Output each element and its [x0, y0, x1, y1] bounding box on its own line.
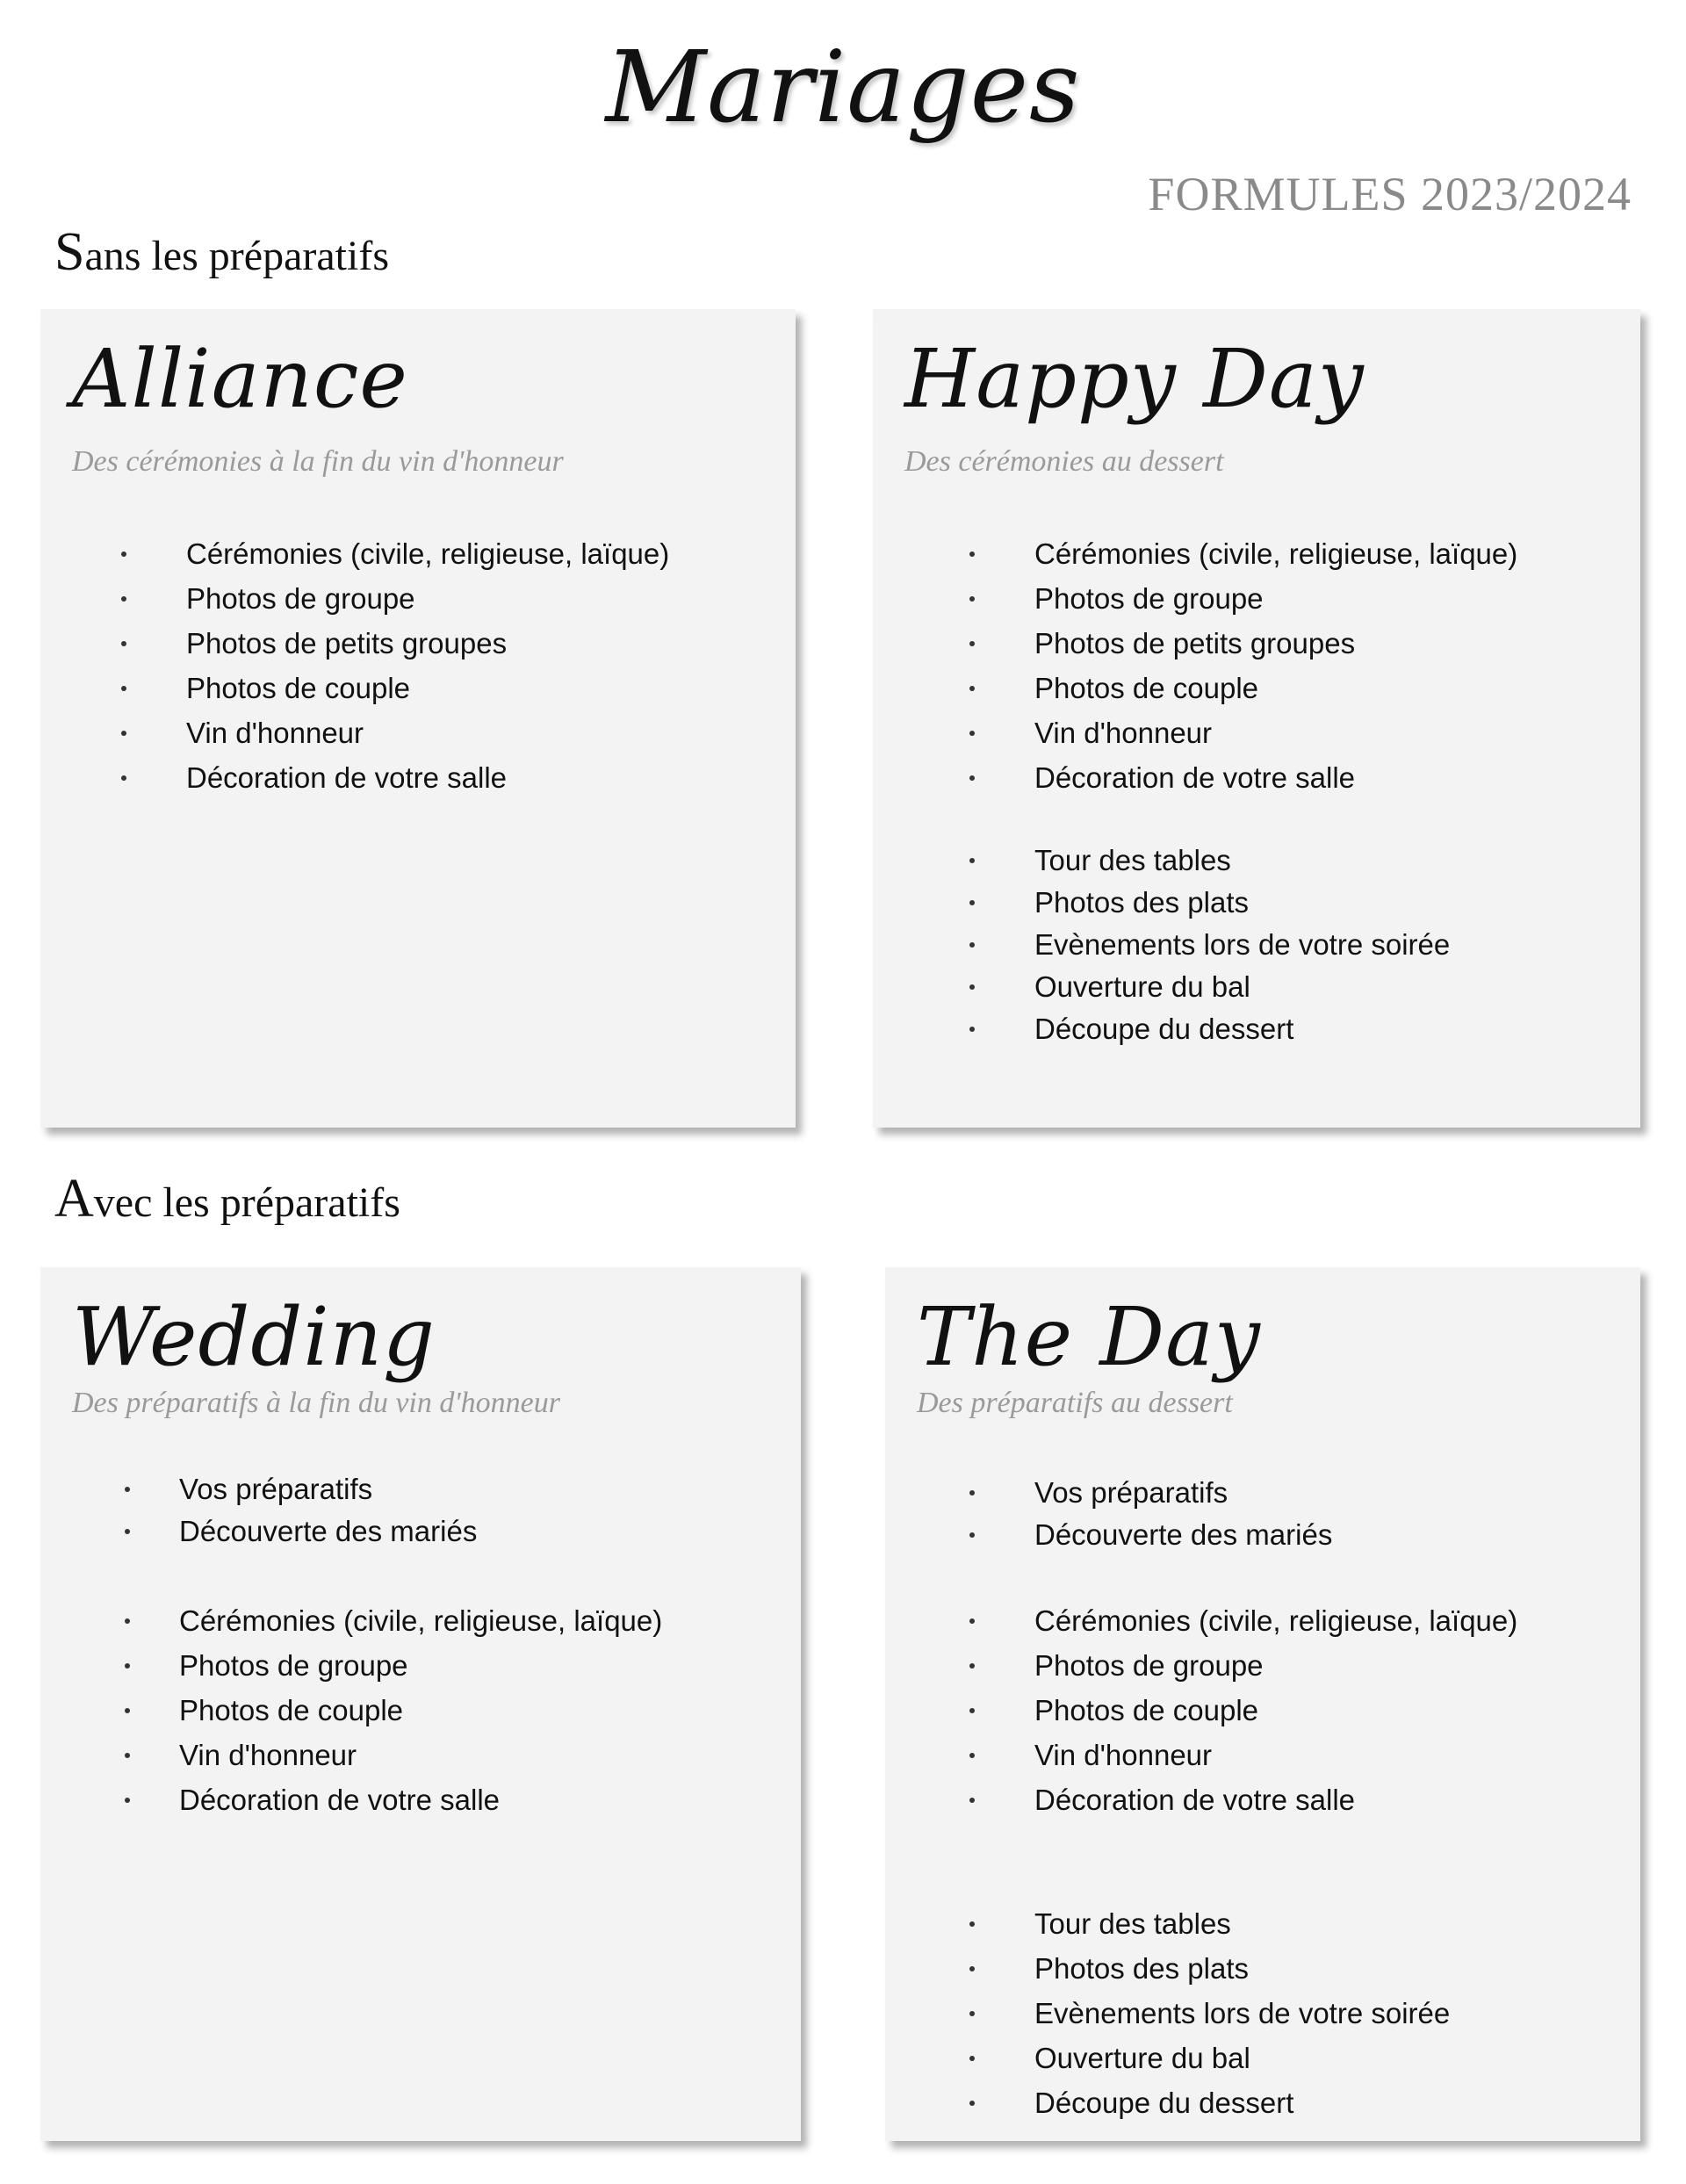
- list-item: [40, 1510, 801, 1553]
- list-item: [873, 882, 1640, 924]
- list-item-text: Cérémonies (civile, religieuse, laïque): [179, 1604, 663, 1637]
- list-item-text: Découverte des mariés: [1034, 1518, 1333, 1551]
- page-title: Mariages: [605, 31, 1081, 145]
- bullet-dot-icon: [121, 596, 126, 602]
- list-item-text: Photos de petits groupes: [186, 626, 508, 660]
- list-item: [40, 755, 796, 800]
- card-subtitle: Des cérémonies au dessert: [904, 445, 1224, 478]
- section-heading-text: ans les préparatifs: [84, 233, 390, 279]
- list-item: [40, 1643, 801, 1688]
- bullet-list: [40, 1598, 801, 1822]
- list-item-text: Décoration de votre salle: [179, 1783, 501, 1816]
- list-item-text: Vin d'honneur: [186, 716, 364, 749]
- bullet-dot-icon: [969, 2011, 975, 2016]
- bullet-dot-icon: [121, 641, 126, 646]
- list-item-text: Photos de couple: [179, 1693, 404, 1726]
- bullet-dot-icon: [969, 1798, 975, 1803]
- list-item-text: Photos de petits groupes: [1034, 626, 1356, 660]
- bullet-dot-icon: [969, 1966, 975, 1971]
- list-item-text: Cérémonies (civile, religieuse, laïque): [1034, 537, 1518, 570]
- list-item: [885, 1598, 1640, 1643]
- list-item-text: Photos de couple: [1034, 1693, 1259, 1726]
- bullet-dot-icon: [969, 596, 975, 602]
- card-the-day: [885, 1267, 1640, 2141]
- bullet-dot-icon: [969, 641, 975, 646]
- list-item: [873, 966, 1640, 1008]
- bullet-dot-icon: [121, 775, 126, 781]
- list-item: [40, 1468, 801, 1510]
- card-subtitle: Des préparatifs au dessert: [917, 1387, 1233, 1419]
- list-item-text: Photos de couple: [1034, 671, 1259, 704]
- bullet-dot-icon: [121, 686, 126, 691]
- bullet-dot-icon: [969, 775, 975, 781]
- bullet-list: [885, 1598, 1640, 1822]
- list-item-text: Tour des tables: [1034, 1906, 1231, 1940]
- list-item-text: Evènements lors de votre soirée: [1034, 1996, 1451, 2029]
- list-item-text: Décoration de votre salle: [186, 760, 508, 794]
- list-item: [873, 576, 1640, 621]
- bullet-dot-icon: [969, 984, 975, 990]
- section-heading-cap: A: [54, 1169, 94, 1229]
- bullet-dot-icon: [125, 1798, 130, 1803]
- list-item: [873, 924, 1640, 966]
- bullet-dot-icon: [125, 1618, 130, 1624]
- card-subtitle: Des préparatifs à la fin du vin d'honneur: [72, 1387, 560, 1419]
- list-item: [40, 621, 796, 666]
- list-item: [885, 1688, 1640, 1733]
- list-item: [873, 666, 1640, 710]
- list-item: [40, 1733, 801, 1777]
- card-title: Wedding: [72, 1290, 436, 1384]
- list-item: [885, 2036, 1640, 2080]
- card-subtitle: Des cérémonies à la fin du vin d'honneur: [72, 445, 564, 478]
- card-wedding: [40, 1267, 801, 2141]
- list-item-text: Photos de groupe: [179, 1648, 408, 1682]
- list-item-text: Evènements lors de votre soirée: [1034, 928, 1451, 961]
- section-heading-sans: [54, 221, 389, 284]
- list-item: [873, 840, 1640, 882]
- bullet-dot-icon: [121, 551, 126, 557]
- list-item-text: Cérémonies (civile, religieuse, laïque): [1034, 1604, 1518, 1637]
- list-item: [885, 1946, 1640, 1991]
- list-item: [885, 1733, 1640, 1777]
- list-item: [873, 755, 1640, 800]
- section-heading-avec: [54, 1168, 400, 1230]
- list-item: [885, 1472, 1640, 1514]
- list-item: [873, 621, 1640, 666]
- list-item: [40, 1777, 801, 1822]
- bullet-dot-icon: [969, 1663, 975, 1669]
- list-item: [873, 710, 1640, 755]
- list-item-text: Cérémonies (civile, religieuse, laïque): [186, 537, 670, 570]
- list-item-text: Photos des plats: [1034, 1951, 1249, 1985]
- list-item-text: Vin d'honneur: [179, 1738, 357, 1771]
- bullet-dot-icon: [125, 1753, 130, 1758]
- bullet-list: [885, 1472, 1640, 1556]
- list-item: [40, 531, 796, 576]
- bullet-dot-icon: [969, 942, 975, 948]
- list-item-text: Décoration de votre salle: [1034, 1783, 1356, 1816]
- bullet-list: [873, 531, 1640, 800]
- list-item-text: Vin d'honneur: [1034, 716, 1213, 749]
- list-item: [40, 710, 796, 755]
- list-item-text: Photos de groupe: [1034, 581, 1264, 615]
- bullet-dot-icon: [969, 1708, 975, 1713]
- list-item-text: Photos de couple: [186, 671, 411, 704]
- list-item-text: Photos de groupe: [186, 581, 415, 615]
- card-title: Happy Day: [904, 332, 1365, 426]
- bullet-list: [873, 840, 1640, 1050]
- list-item: [885, 1514, 1640, 1556]
- list-item: [40, 666, 796, 710]
- formules-label: FORMULES 2023/2024: [1148, 168, 1632, 220]
- bullet-dot-icon: [969, 2056, 975, 2061]
- bullet-list: [40, 531, 796, 800]
- bullet-list: [885, 1901, 1640, 2125]
- list-item: [40, 1688, 801, 1733]
- bullet-dot-icon: [969, 1490, 975, 1496]
- card-happy-day: [873, 309, 1640, 1128]
- list-item: [873, 1008, 1640, 1050]
- bullet-dot-icon: [969, 1618, 975, 1624]
- list-item: [885, 1991, 1640, 2036]
- bullet-dot-icon: [121, 731, 126, 736]
- bullet-dot-icon: [969, 900, 975, 905]
- card-title: Alliance: [72, 332, 408, 426]
- list-item-text: Vos préparatifs: [1034, 1476, 1228, 1509]
- card-alliance: [40, 309, 796, 1128]
- bullet-list: [40, 1468, 801, 1553]
- list-item-text: Découverte des mariés: [179, 1515, 478, 1547]
- list-item: [885, 1777, 1640, 1822]
- bullet-dot-icon: [969, 1027, 975, 1032]
- list-item: [40, 576, 796, 621]
- list-item-text: Découpe du dessert: [1034, 1013, 1294, 1045]
- bullet-dot-icon: [969, 1753, 975, 1758]
- list-item-text: Photos des plats: [1034, 886, 1249, 919]
- list-item: [885, 2080, 1640, 2125]
- bullet-dot-icon: [969, 858, 975, 863]
- bullet-dot-icon: [125, 1708, 130, 1713]
- list-item: [885, 1643, 1640, 1688]
- list-item-text: Ouverture du bal: [1034, 2041, 1250, 2074]
- bullet-dot-icon: [125, 1487, 130, 1492]
- bullet-dot-icon: [969, 551, 975, 557]
- bullet-dot-icon: [969, 2101, 975, 2106]
- bullet-dot-icon: [969, 1532, 975, 1538]
- bullet-dot-icon: [125, 1663, 130, 1669]
- bullet-dot-icon: [125, 1529, 130, 1534]
- list-item-text: Décoration de votre salle: [1034, 760, 1356, 794]
- bullet-dot-icon: [969, 1921, 975, 1927]
- bullet-dot-icon: [969, 686, 975, 691]
- list-item-text: Découpe du dessert: [1034, 2086, 1294, 2119]
- bullet-dot-icon: [969, 731, 975, 736]
- list-item-text: Photos de groupe: [1034, 1648, 1264, 1682]
- list-item: [885, 1901, 1640, 1946]
- section-heading-text: vec les préparatifs: [93, 1179, 400, 1226]
- section-heading-cap: S: [54, 222, 85, 282]
- list-item-text: Vin d'honneur: [1034, 1738, 1213, 1771]
- list-item-text: Tour des tables: [1034, 844, 1231, 876]
- list-item: [873, 531, 1640, 576]
- card-title: The Day: [917, 1290, 1261, 1384]
- list-item-text: Ouverture du bal: [1034, 970, 1250, 1003]
- list-item: [40, 1598, 801, 1643]
- list-item-text: Vos préparatifs: [179, 1473, 373, 1505]
